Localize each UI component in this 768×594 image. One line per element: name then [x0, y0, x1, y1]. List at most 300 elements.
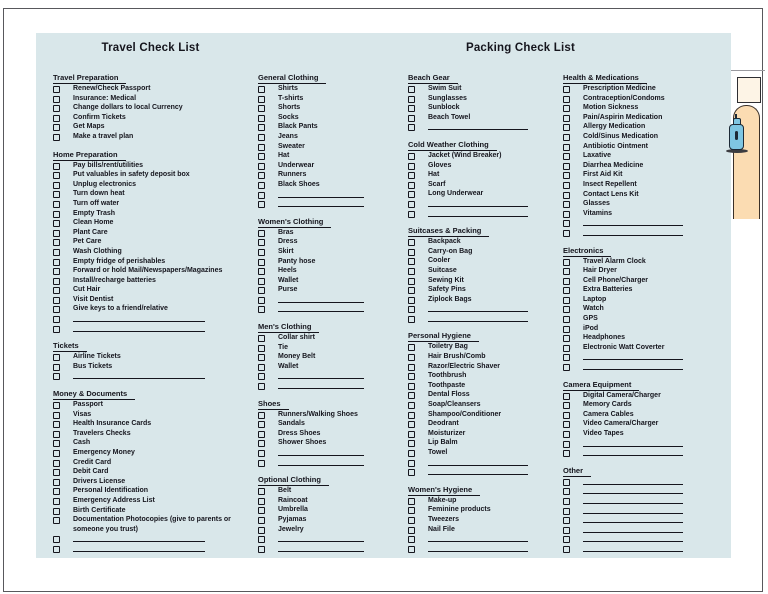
item-label: Memory Cards [583, 401, 632, 409]
blank-write-in-line [278, 458, 364, 466]
item-label: Socks [278, 113, 299, 121]
blank-write-in-line [428, 122, 528, 130]
item-label: Panty hose [278, 257, 316, 265]
checklist-item [53, 458, 245, 468]
blank-write-in-line [583, 515, 683, 523]
checkbox-icon [53, 373, 60, 380]
checklist-item [53, 515, 245, 534]
blank-write-in-line [583, 352, 683, 360]
blank-item [258, 458, 394, 468]
item-label: Heels [278, 267, 297, 275]
item-label: Pay bills/rent/utilities [73, 161, 144, 169]
item-label: Jewelry [278, 525, 304, 533]
item-label: Antibiotic Ointment [583, 142, 648, 150]
checklist-section [258, 399, 394, 468]
item-label: Beach Towel [428, 113, 471, 121]
checkbox-icon [258, 124, 265, 131]
item-label: Shorts [278, 104, 301, 112]
checkbox-icon [563, 259, 570, 266]
item-label: Make-up [428, 496, 457, 504]
item-label: Dress Shoes [278, 429, 321, 437]
checkbox-icon [408, 364, 415, 371]
item-label: Black Shoes [278, 180, 320, 188]
blank-write-in-line [583, 362, 683, 370]
blank-item [258, 544, 394, 554]
item-label: Jacket (Wind Breaker) [428, 151, 502, 159]
checklist-section [258, 475, 394, 553]
item-label: Skirt [278, 247, 294, 255]
checklist-item [563, 84, 711, 94]
checkbox-icon [408, 450, 415, 457]
blank-item [408, 314, 554, 324]
item-label: Long Underwear [428, 190, 484, 198]
blank-item [563, 362, 711, 372]
checklist-item [563, 180, 711, 190]
checkbox-icon [258, 230, 265, 237]
checkbox-icon [53, 124, 60, 131]
checkbox-icon [258, 354, 265, 361]
blank-item [258, 199, 394, 209]
blank-item [258, 534, 394, 544]
item-label: Hair Brush/Comb [428, 353, 486, 361]
checkbox-icon [408, 517, 415, 524]
checkbox-icon [408, 354, 415, 361]
checkbox-icon [258, 421, 265, 428]
item-label: Airline Tickets [73, 353, 121, 361]
item-label: Visit Dentist [73, 295, 114, 303]
checkbox-icon [258, 268, 265, 275]
checklist-item [408, 381, 554, 391]
item-label: Deodrant [428, 420, 459, 428]
item-label: Laxative [583, 152, 612, 160]
checkbox-icon [408, 383, 415, 390]
checklist-item [53, 496, 245, 506]
checkbox-icon [408, 431, 415, 438]
item-label: Camera Cables [583, 410, 634, 418]
checklist-item [408, 113, 554, 123]
checklist-item [563, 419, 711, 429]
item-label: Documentation Photocopies (give to parents or someone you trust) [73, 516, 231, 533]
checklist-section [563, 380, 711, 458]
blank-item [563, 448, 711, 458]
checklist-item [408, 247, 554, 257]
checklist-item [53, 448, 245, 458]
blank-write-in-line [583, 448, 683, 456]
section-heading: Electronics [563, 246, 711, 257]
checklist-item [53, 228, 245, 238]
blank-write-in-line [583, 486, 683, 494]
checkbox-icon [408, 172, 415, 179]
lotion-bottle-icon [728, 114, 746, 152]
checklist-section [258, 73, 394, 209]
checklist-item [53, 276, 245, 286]
checkbox-icon [563, 124, 570, 131]
checklist-item [53, 170, 245, 180]
checklist-section [563, 246, 711, 372]
checklist-item [563, 161, 711, 171]
item-label: Umbrella [278, 506, 308, 514]
section-heading: General Clothing [258, 73, 394, 84]
section-heading: Men's Clothing [258, 322, 394, 333]
blank-write-in-line [278, 544, 364, 552]
checklist-item [53, 122, 245, 132]
checklist-item [563, 333, 711, 343]
checklist-item [408, 352, 554, 362]
item-label: Video Tapes [583, 430, 624, 437]
checklist-item [258, 438, 394, 448]
checkbox-icon [563, 536, 570, 543]
checklist-item [563, 324, 711, 334]
checkbox-icon [408, 392, 415, 399]
checkbox-icon [563, 105, 570, 112]
checkbox-icon [408, 527, 415, 534]
checkbox-icon [408, 344, 415, 351]
checkbox-icon [563, 546, 570, 553]
checkbox-icon [408, 536, 415, 543]
checkbox-icon [563, 364, 570, 371]
item-label: T-shirts [278, 94, 304, 102]
checkbox-icon [563, 172, 570, 179]
blank-item [408, 458, 554, 468]
blank-write-in-line [278, 190, 364, 198]
item-label: Put valuables in safety deposit box [73, 171, 190, 179]
checkbox-icon [53, 211, 60, 218]
checkbox-icon [53, 115, 60, 122]
section-heading: Money & Documents [53, 389, 245, 400]
checkbox-icon [408, 412, 415, 419]
blank-item [563, 477, 711, 487]
checkbox-icon [408, 86, 415, 93]
checkbox-icon [53, 239, 60, 246]
column-packing-left [408, 73, 554, 553]
blank-item [53, 544, 245, 554]
blank-write-in-line [583, 218, 683, 226]
checkbox-icon [53, 479, 60, 486]
blank-item [563, 544, 711, 554]
checklist-item [563, 142, 711, 152]
blank-item [408, 199, 554, 209]
checklist-item [563, 410, 711, 420]
checkbox-icon [53, 326, 60, 333]
checklist-item [563, 266, 711, 276]
checkbox-icon [563, 488, 570, 495]
checklist-section [258, 322, 394, 391]
checkbox-icon [563, 517, 570, 524]
item-label: Contact Lens Kit [583, 190, 639, 198]
checklist-item [53, 477, 245, 487]
item-label: Cut Hair [73, 286, 101, 294]
blank-write-in-line [583, 506, 683, 514]
item-label: Travel Alarm Clock [583, 257, 646, 265]
item-label: Collar shirt [278, 334, 315, 342]
checklist-item [53, 94, 245, 104]
picture-frame-icon [737, 77, 761, 103]
item-label: Tweezers [428, 515, 459, 523]
blank-item [258, 304, 394, 314]
checklist-item [53, 400, 245, 410]
checklist-item [258, 170, 394, 180]
checkbox-icon [53, 86, 60, 93]
checkbox-icon [53, 134, 60, 141]
item-label: Turn off water [73, 199, 120, 207]
checklist-item [53, 438, 245, 448]
checklist-item [258, 247, 394, 257]
checkbox-icon [258, 144, 265, 151]
checkbox-icon [563, 268, 570, 275]
item-label: GPS [583, 315, 598, 323]
checklist-item [53, 295, 245, 305]
item-label: Bus Tickets [73, 362, 113, 370]
checkbox-icon [53, 354, 60, 361]
checklist-item [408, 362, 554, 372]
item-label: Get Maps [73, 123, 105, 131]
checkbox-icon [408, 201, 415, 208]
item-label: Diarrhea Medicine [583, 161, 644, 169]
checkbox-icon [53, 517, 60, 524]
item-label: Emergency Money [73, 449, 135, 456]
checklist-item [563, 343, 711, 353]
item-label: Extra Batteries [583, 286, 633, 294]
blank-write-in-line [583, 228, 683, 236]
blank-write-in-line [278, 371, 364, 379]
item-label: Gloves [428, 161, 452, 169]
checkbox-icon [563, 96, 570, 103]
checkbox-icon [408, 316, 415, 323]
checklist-item [408, 515, 554, 525]
checkbox-icon [53, 316, 60, 323]
section-heading: Health & Medications [563, 73, 711, 84]
blank-write-in-line [428, 534, 528, 542]
blank-item [563, 525, 711, 535]
checkbox-icon [408, 306, 415, 313]
checklist-item [258, 505, 394, 515]
item-label: Scarf [428, 180, 446, 188]
item-label: Cooler [428, 257, 451, 265]
item-label: Hair Dryer [583, 267, 617, 275]
blank-item [53, 314, 245, 324]
item-label: Carry-on Bag [428, 247, 473, 255]
section-heading: Shoes [258, 399, 394, 410]
checklist-item [563, 304, 711, 314]
section-heading: Women's Hygiene [408, 485, 554, 496]
checkbox-icon [258, 259, 265, 266]
blank-item [408, 534, 554, 544]
checkbox-icon [258, 527, 265, 534]
checkbox-icon [53, 163, 60, 170]
item-label: Headphones [583, 334, 626, 342]
checkbox-icon [563, 86, 570, 93]
checklist-item [408, 448, 554, 458]
checkbox-icon [53, 412, 60, 419]
checklist-item [258, 103, 394, 113]
checkbox-icon [408, 239, 415, 246]
item-label: Bras [278, 228, 294, 236]
checklist-item [258, 333, 394, 343]
checklist-item [258, 486, 394, 496]
section-heading: Other [563, 466, 711, 477]
item-label: Empty fridge of perishables [73, 257, 166, 265]
checklist-item [563, 199, 711, 209]
section-heading: Women's Clothing [258, 217, 394, 228]
checkbox-icon [408, 153, 415, 160]
blank-item [563, 439, 711, 449]
item-label: Electronic Watt Coverter [583, 343, 665, 351]
checkbox-icon [563, 479, 570, 486]
item-label: Make a travel plan [73, 132, 134, 140]
checkbox-icon [53, 440, 60, 447]
checkbox-icon [563, 335, 570, 342]
checklist-item [53, 486, 245, 496]
checklist-item [408, 419, 554, 429]
item-label: Purse [278, 286, 298, 294]
checkbox-icon [408, 440, 415, 447]
item-label: Allergy Medication [583, 123, 646, 131]
checkbox-icon [258, 249, 265, 256]
checklist-item [258, 419, 394, 429]
checkbox-icon [258, 536, 265, 543]
blank-item [563, 218, 711, 228]
item-label: Shampoo/Conditioner [428, 410, 502, 418]
section-heading: Home Preparation [53, 150, 245, 161]
checkbox-icon [258, 105, 265, 112]
checkbox-icon [258, 182, 265, 189]
checkbox-icon [258, 488, 265, 495]
checkbox-icon [563, 450, 570, 457]
checklist-item [408, 103, 554, 113]
checklist-item [53, 218, 245, 228]
checklist-section [408, 331, 554, 476]
checklist-item [53, 84, 245, 94]
bottle-slit [735, 131, 738, 140]
item-label: Razor/Electric Shaver [428, 362, 500, 370]
item-label: Wash Clothing [73, 247, 122, 255]
item-label: Pain/Aspirin Medication [583, 113, 663, 121]
blank-item [408, 544, 554, 554]
item-label: Soap/Cleansers [428, 401, 481, 409]
checkbox-icon [258, 172, 265, 179]
item-label: Runners/Walking Shoes [278, 410, 358, 418]
checkbox-icon [563, 431, 570, 438]
blank-item [258, 371, 394, 381]
checklist-item [408, 285, 554, 295]
checkbox-icon [53, 508, 60, 515]
item-label: Toiletry Bag [428, 343, 468, 351]
checklist-item [408, 237, 554, 247]
checklist-item [258, 113, 394, 123]
blank-write-in-line [428, 304, 528, 312]
item-label: Credit Card [73, 458, 112, 466]
checkbox-icon [53, 287, 60, 294]
checkbox-icon [408, 278, 415, 285]
checkbox-icon [563, 192, 570, 199]
checkbox-icon [408, 498, 415, 505]
blank-item [563, 486, 711, 496]
checklist-section [53, 150, 245, 334]
checklist-item [408, 295, 554, 305]
blank-item [408, 209, 554, 219]
checklist-item [258, 515, 394, 525]
checkbox-icon [53, 402, 60, 409]
checklist-item [53, 410, 245, 420]
section-heading: Optional Clothing [258, 475, 394, 486]
item-label: Motion Sickness [583, 104, 639, 112]
checkbox-icon [408, 402, 415, 409]
blank-item [563, 534, 711, 544]
section-heading: Camera Equipment [563, 380, 711, 391]
checkbox-icon [258, 201, 265, 208]
item-label: Backpack [428, 238, 461, 246]
item-label: Give keys to a friend/relative [73, 305, 168, 313]
checklist-item [563, 209, 711, 219]
checkbox-icon [408, 268, 415, 275]
blank-write-in-line [278, 304, 364, 312]
checklist-item [408, 189, 554, 199]
blank-write-in-line [73, 324, 205, 332]
checklist-item [563, 276, 711, 286]
clipart-top-edge [731, 70, 765, 71]
section-heading: Personal Hygiene [408, 331, 554, 342]
checkbox-icon [258, 287, 265, 294]
blank-write-in-line [583, 534, 683, 542]
checklist-item [53, 132, 245, 142]
checklist-item [563, 151, 711, 161]
checklist-item [408, 505, 554, 515]
checklist-item [258, 84, 394, 94]
checklist-item [53, 352, 245, 362]
checklist-item [408, 342, 554, 352]
column-packing-right [563, 73, 711, 554]
checklist-section [563, 73, 711, 238]
blank-item [408, 304, 554, 314]
blank-item [563, 228, 711, 238]
item-label: Personal Identification [73, 487, 149, 495]
item-label: Wallet [278, 362, 299, 370]
checkbox-icon [53, 249, 60, 256]
checklist-item [563, 400, 711, 410]
item-label: Runners [278, 171, 307, 179]
checkbox-icon [408, 115, 415, 122]
checkbox-icon [563, 508, 570, 515]
item-label: Forward or hold Mail/Newspapers/Magazines [73, 267, 223, 275]
checkbox-icon [563, 412, 570, 419]
checklist-item [258, 94, 394, 104]
item-label: Contraception/Condoms [583, 94, 665, 102]
section-heading: Suitcases & Packing [408, 226, 554, 237]
blank-write-in-line [278, 199, 364, 207]
checkbox-icon [258, 431, 265, 438]
blank-item [258, 190, 394, 200]
checklist-item [408, 161, 554, 171]
blank-item [563, 496, 711, 506]
checkbox-icon [53, 536, 60, 543]
section-heading: Beach Gear [408, 73, 554, 84]
travel-checklist-title: Travel Check List [101, 42, 200, 54]
item-label: Underwear [278, 161, 315, 169]
checklist-item [258, 410, 394, 420]
checkbox-icon [563, 441, 570, 448]
blank-write-in-line [428, 467, 528, 475]
checkbox-icon [563, 498, 570, 505]
item-label: Debit Card [73, 468, 109, 476]
checklist-item [258, 352, 394, 362]
item-label: Dress [278, 238, 298, 246]
checklist-item [563, 314, 711, 324]
item-label: Birth Certificate [73, 506, 126, 514]
checkbox-icon [408, 421, 415, 428]
item-label: Renew/Check Passport [73, 85, 151, 92]
checkbox-icon [258, 412, 265, 419]
checklist-item [53, 362, 245, 372]
